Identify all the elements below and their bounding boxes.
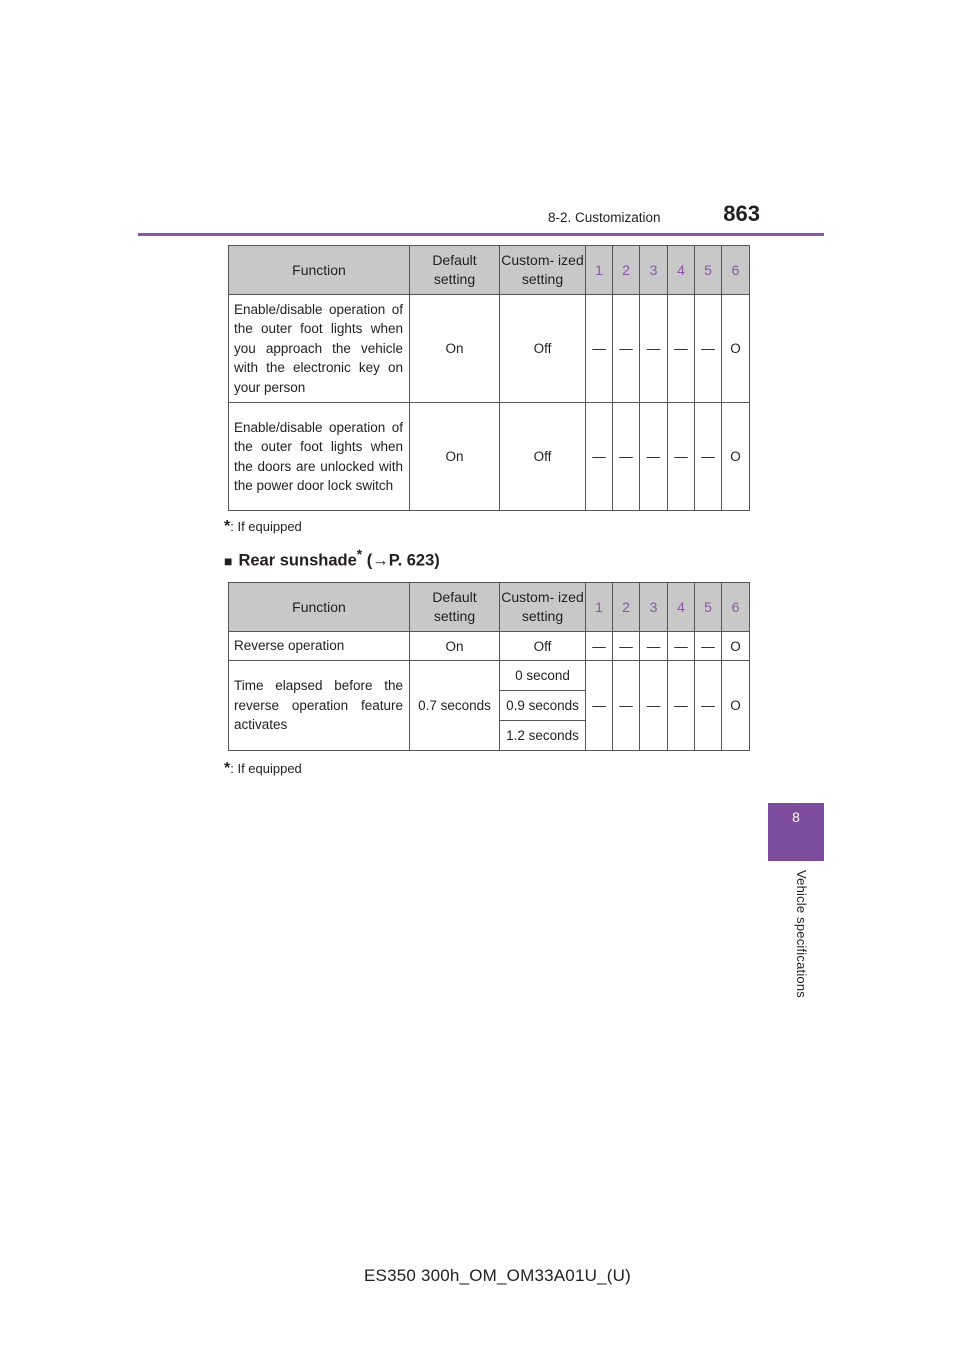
function-cell: Time elapsed before the reverse operation feature activates (229, 661, 410, 751)
header-col-3: 3 (640, 583, 668, 632)
custom-option-cell: 0 second (500, 661, 586, 691)
mark-cell: — (640, 403, 668, 511)
table-row (229, 295, 750, 403)
mark-cell: — (586, 661, 613, 751)
section-title: 8-2. Customization (548, 210, 661, 225)
custom-option-cell: 0.9 seconds (500, 691, 586, 721)
mark-cell: — (640, 632, 668, 661)
table-header-row (229, 246, 750, 295)
mark-cell: — (586, 632, 613, 661)
header-col-2: 2 (613, 246, 640, 295)
header-col-4: 4 (668, 246, 695, 295)
custom-cell: Off (500, 295, 586, 403)
default-cell: On (410, 632, 500, 661)
heading-title: Rear sunshade (238, 551, 357, 570)
footnote-mark: * (224, 518, 231, 535)
mark-cell: — (640, 661, 668, 751)
mark-cell: — (586, 295, 613, 403)
rear-sunshade-table (228, 582, 750, 751)
mark-cell: O (722, 661, 750, 751)
rear-sunshade-heading (224, 547, 440, 571)
default-cell: On (410, 403, 500, 511)
chapter-label: Vehicle specifications (794, 870, 809, 998)
outer-foot-lights-table (228, 245, 750, 511)
header-rule (138, 233, 824, 236)
mark-cell: — (695, 403, 722, 511)
mark-cell: — (613, 632, 640, 661)
page-reference[interactable]: (→P. 623) (362, 551, 440, 570)
header-col-6: 6 (722, 246, 750, 295)
function-cell: Enable/disable operation of the outer foot lights when the doors are unlocked with the power door lock switch (229, 403, 410, 511)
mark-cell: — (668, 403, 695, 511)
mark-cell: O (722, 403, 750, 511)
mark-cell: O (722, 632, 750, 661)
mark-cell: — (640, 295, 668, 403)
header-default: Default setting (410, 246, 500, 295)
footnote-mark: * (224, 760, 231, 777)
custom-cell: Off (500, 632, 586, 661)
custom-cell: Off (500, 403, 586, 511)
header-function: Function (229, 246, 410, 295)
header-col-6: 6 (722, 583, 750, 632)
header-col-5: 5 (695, 246, 722, 295)
mark-cell: — (695, 632, 722, 661)
header-col-1: 1 (586, 246, 613, 295)
header-default: Default setting (410, 583, 500, 632)
header-function: Function (229, 583, 410, 632)
custom-option-cell: 1.2 seconds (500, 721, 586, 751)
table-row (229, 403, 750, 511)
table-row (229, 632, 750, 661)
footnote-text: : If equipped (230, 519, 302, 534)
mark-cell: — (613, 661, 640, 751)
mark-cell: — (695, 295, 722, 403)
mark-cell: — (695, 661, 722, 751)
square-bullet-icon: ■ (224, 552, 233, 569)
header-col-3: 3 (640, 246, 668, 295)
header-custom: Custom- ized setting (500, 246, 586, 295)
header-col-1: 1 (586, 583, 613, 632)
mark-cell: — (668, 661, 695, 751)
header-col-4: 4 (668, 583, 695, 632)
mark-cell: — (586, 403, 613, 511)
mark-cell: O (722, 295, 750, 403)
heading-asterisk: * (356, 547, 363, 562)
default-cell: 0.7 seconds (410, 661, 500, 751)
chapter-tab[interactable]: 8 (768, 803, 824, 861)
footnote (224, 518, 302, 536)
header-col-2: 2 (613, 583, 640, 632)
default-cell: On (410, 295, 500, 403)
table-row (229, 661, 750, 691)
header-custom: Custom- ized setting (500, 583, 586, 632)
header-col-5: 5 (695, 583, 722, 632)
table-header-row (229, 583, 750, 632)
function-cell: Enable/disable operation of the outer foot lights when you approach the vehicle with the electronic key on your person (229, 295, 410, 403)
page-header (548, 203, 760, 229)
mark-cell: — (613, 403, 640, 511)
document-id: ES350 300h_OM_OM33A01U_(U) (364, 1266, 631, 1285)
footnote (224, 760, 302, 778)
mark-cell: — (613, 295, 640, 403)
page-number: 863 (723, 201, 760, 226)
footnote-text: : If equipped (230, 761, 302, 776)
mark-cell: — (668, 632, 695, 661)
mark-cell: — (668, 295, 695, 403)
function-cell: Reverse operation (229, 632, 410, 661)
